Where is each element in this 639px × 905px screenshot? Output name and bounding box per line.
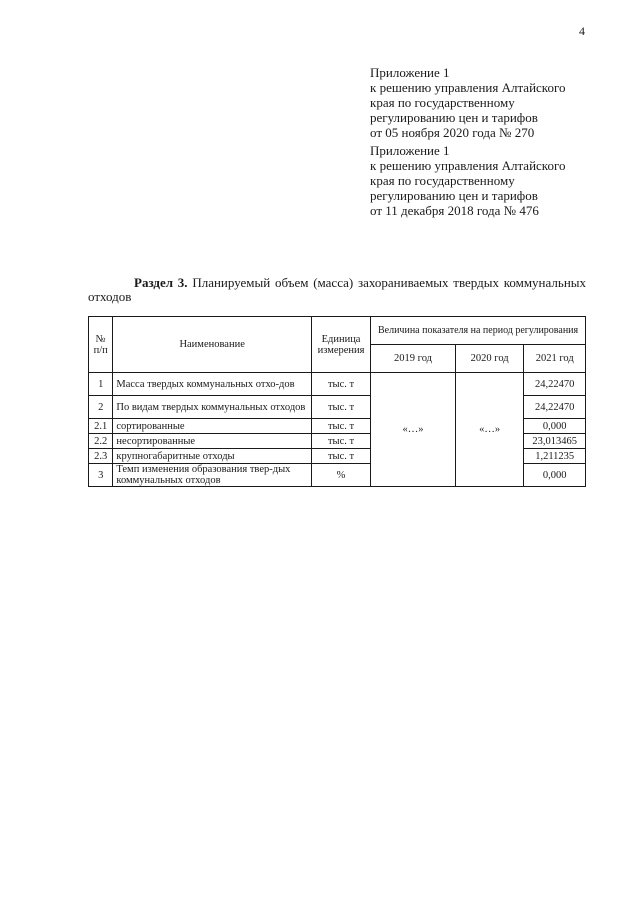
- row-number: 2.2: [89, 434, 113, 449]
- header-name: Наименование: [113, 317, 312, 373]
- row-value-2021: 24,22470: [524, 373, 586, 396]
- appendix-line: от 05 ноября 2020 года № 270: [370, 125, 535, 140]
- section-label: Раздел 3.: [134, 275, 188, 290]
- row-value-2021: 0,000: [524, 464, 586, 487]
- header-unit: Единица измерения: [311, 317, 370, 373]
- row-unit: тыс. т: [311, 373, 370, 396]
- row-name: крупногабаритные отходы: [113, 449, 312, 464]
- row-value-2021: 24,22470: [524, 396, 586, 419]
- page-number: 4: [579, 24, 585, 38]
- appendix-original-reference: [370, 143, 600, 218]
- row-name: несортированные: [113, 434, 312, 449]
- appendix-line: регулированию цен и тарифов: [370, 110, 538, 125]
- appendix-line: Приложение 1: [370, 143, 450, 158]
- section-title-line1: [88, 276, 586, 290]
- section-title: [88, 276, 586, 304]
- header-year-2021: 2021 год: [524, 345, 586, 373]
- appendix-current-reference: [370, 65, 600, 140]
- appendix-line: регулированию цен и тарифов: [370, 188, 538, 203]
- row-name: сортированные: [113, 419, 312, 434]
- appendix-line: края по государственному: [370, 95, 515, 110]
- row-value-2021: 0,000: [524, 419, 586, 434]
- row-name: Масса твердых коммунальных отхо-дов: [113, 373, 312, 396]
- section-title-text: Планируемый объем (масса) захораниваемых твердых коммунальных: [192, 275, 587, 290]
- appendix-line: края по государственному: [370, 173, 515, 188]
- value-2019-placeholder: «…»: [371, 373, 456, 487]
- row-value-2021: 23,013465: [524, 434, 586, 449]
- row-number: 3: [89, 464, 113, 487]
- waste-volume-table: [88, 316, 586, 487]
- appendix-line: к решению управления Алтайского: [370, 80, 566, 95]
- row-unit: %: [311, 464, 370, 487]
- row-number: 2.3: [89, 449, 113, 464]
- row-unit: тыс. т: [311, 449, 370, 464]
- row-unit: тыс. т: [311, 396, 370, 419]
- row-name: Темп изменения образования твер-дых коммунальных отходов: [113, 464, 312, 487]
- section-title-line2: отходов: [88, 289, 132, 304]
- header-number: № п/п: [89, 317, 113, 373]
- row-unit: тыс. т: [311, 419, 370, 434]
- row-name: По видам твердых коммунальных отходов: [113, 396, 312, 419]
- header-period: Величина показателя на период регулирования: [371, 317, 586, 345]
- header-year-2019: 2019 год: [371, 345, 456, 373]
- table-row: [89, 373, 586, 396]
- row-value-2021: 1,211235: [524, 449, 586, 464]
- appendix-line: Приложение 1: [370, 65, 450, 80]
- value-2020-placeholder: «…»: [455, 373, 524, 487]
- appendix-line: к решению управления Алтайского: [370, 158, 566, 173]
- row-number: 1: [89, 373, 113, 396]
- row-number: 2.1: [89, 419, 113, 434]
- row-number: 2: [89, 396, 113, 419]
- row-unit: тыс. т: [311, 434, 370, 449]
- header-year-2020: 2020 год: [455, 345, 524, 373]
- appendix-line: от 11 декабря 2018 года № 476: [370, 203, 539, 218]
